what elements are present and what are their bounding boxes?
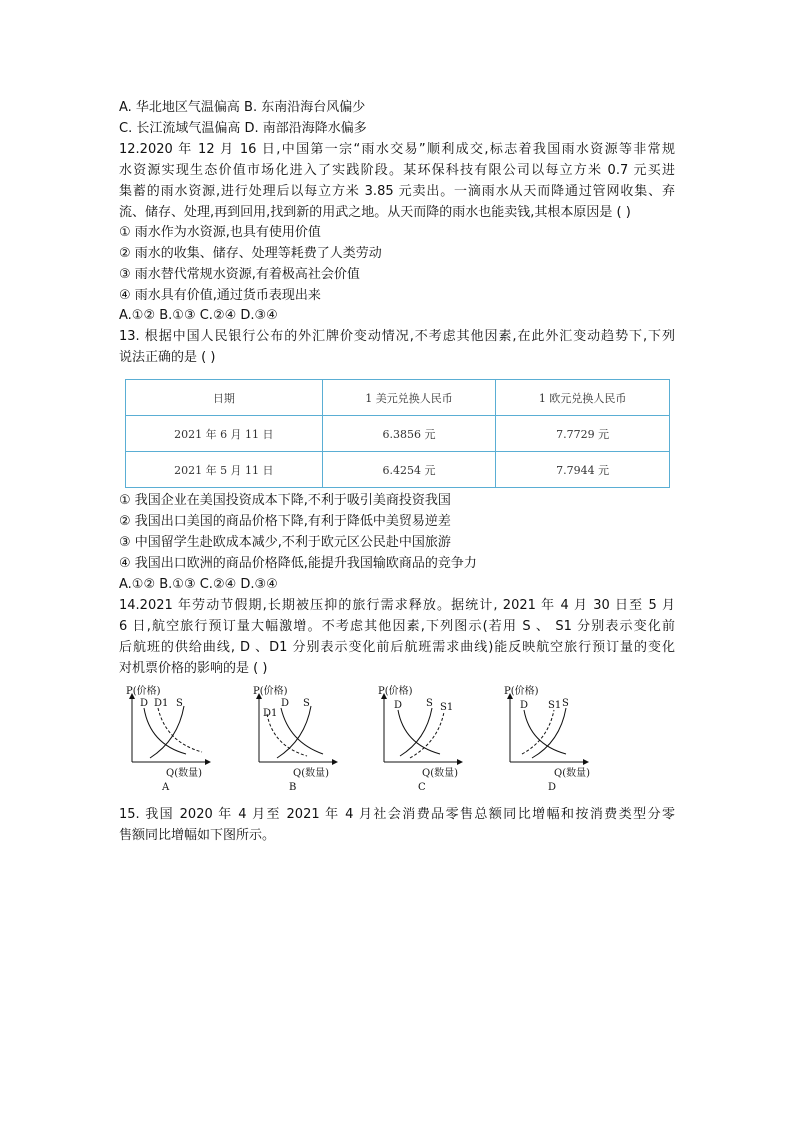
y-axis-label: P(价格): [378, 686, 413, 697]
table-cell: 6.4254 元: [322, 452, 496, 488]
q13-stem-line-1: 13. 根据中国人民银行公布的外汇牌价变动情况,不考虑其他因素,在此外汇变动趋势下,下列: [119, 329, 675, 344]
supply-demand-graph-a: [126, 684, 246, 794]
x-axis-label: Q(数量): [422, 768, 459, 779]
q14-stem-line-2: 6 日,航空旅行预订量大幅激增。不考虑其他因素,下列图示(若用 S 、 S1 分别表示变化前: [119, 619, 675, 634]
demand-curve-d1: [267, 714, 307, 756]
table-header-cell: 1 欧元兑换人民币: [496, 380, 670, 416]
demand-curve-d: [524, 710, 566, 754]
curve-label: S: [562, 698, 569, 709]
graph-letter: A: [162, 782, 170, 793]
table-row: [126, 416, 670, 452]
q12-stem-line-1: 12.2020 年 12 月 16 日,中国第一宗“雨水交易”顺利成交,标志着我国雨水资源等非常规: [119, 142, 675, 157]
graph-letter: C: [418, 782, 426, 793]
table-header-row: [126, 380, 670, 416]
q11-options-row-1: A. 华北地区气温偏高 B. 东南沿海台风偏少: [119, 100, 366, 115]
table-cell: 7.7944 元: [496, 452, 670, 488]
graph-letter: D: [548, 782, 557, 793]
demand-curve-d: [398, 710, 440, 754]
q12-stem-line-2: 水资源实现生态价值市场化进入了实践阶段。某环保科技有限公司以每立方米 0.7 元买进: [119, 163, 675, 178]
q14-stem-line-1: 14.2021 年劳动节假期,长期被压抑的旅行需求释放。据统计, 2021 年 4 月 30 日至 5 月: [119, 598, 675, 613]
x-axis-label: Q(数量): [166, 768, 203, 779]
q15-stem-line-2: 售额同比增幅如下图所示。: [119, 828, 276, 843]
q13-stem-line-2: 说法正确的是 ( ): [119, 350, 216, 365]
curve-label: D: [281, 698, 290, 709]
curve-label: D: [394, 700, 403, 711]
supply-curve-s1: [410, 712, 444, 758]
q15-stem-line-1: 15. 我国 2020 年 4 月至 2021 年 4 月社会消费品零售总额同比增幅和按消费类型分零: [119, 807, 675, 822]
table-cell: 7.7729 元: [496, 416, 670, 452]
q12-stem-line-4: 流、储存、处理,再到回用,找到新的用武之地。从天而降的雨水也能卖钱,其根本原因是 ( ): [119, 205, 631, 220]
q13-item-2: ② 我国出口美国的商品价格下降,有利于降低中美贸易逆差: [119, 514, 451, 529]
curve-label: S: [426, 698, 433, 709]
graph-letter: B: [289, 782, 297, 793]
q12-item-2: ② 雨水的收集、储存、处理等耗费了人类劳动: [119, 246, 382, 261]
table-cell: 2021 年 5 月 11 日: [126, 452, 323, 488]
x-axis-label: Q(数量): [554, 768, 591, 779]
q14-stem-line-3: 后航班的供给曲线, D 、D1 分别表示变化前后航班需求曲线)能反映航空旅行预订量的变化: [119, 640, 675, 655]
curve-label: D1: [154, 698, 169, 709]
table-header-cell: 1 美元兑换人民币: [322, 380, 496, 416]
curve-label: D1: [263, 708, 278, 719]
table-cell: 6.3856 元: [322, 416, 496, 452]
q12-choices: A.①② B.①③ C.②④ D.③④: [119, 308, 278, 323]
y-axis-label: P(价格): [126, 686, 161, 697]
q12-item-1: ① 雨水作为水资源,也具有使用价值: [119, 225, 321, 240]
q14-stem-line-4: 对机票价格的影响的是 ( ): [119, 661, 268, 676]
supply-demand-graph-c: [378, 684, 498, 794]
exchange-rate-table: [125, 379, 670, 488]
y-axis-label: P(价格): [253, 686, 288, 697]
supply-curve-s: [150, 706, 184, 758]
supply-demand-graph-d: [504, 684, 624, 794]
demand-curve-d: [144, 708, 186, 754]
table-cell: 2021 年 6 月 11 日: [126, 416, 323, 452]
table-row: [126, 452, 670, 488]
curve-label: S: [303, 698, 310, 709]
q13-item-1: ① 我国企业在美国投资成本下降,不利于吸引美商投资我国: [119, 493, 451, 508]
q13-item-4: ④ 我国出口欧洲的商品价格降低,能提升我国输欧商品的竞争力: [119, 556, 477, 571]
supply-curve-s: [532, 708, 566, 758]
q13-choices: A.①② B.①③ C.②④ D.③④: [119, 577, 278, 592]
y-axis-label: P(价格): [504, 686, 539, 697]
q12-item-3: ③ 雨水替代常规水资源,有着极高社会价值: [119, 267, 360, 282]
table-header-cell: 日期: [126, 380, 323, 416]
q12-stem-line-3: 集蓄的雨水资源,进行处理后以每立方米 3.85 元卖出。一滴雨水从天而降通过管网收集、弃: [119, 184, 675, 199]
curve-label: S1: [440, 702, 454, 713]
curve-label: S: [176, 698, 183, 709]
curve-label: D: [520, 700, 529, 711]
q12-item-4: ④ 雨水具有价值,通过货币表现出来: [119, 288, 321, 303]
x-axis-label: Q(数量): [293, 768, 330, 779]
supply-demand-graph-b: [253, 684, 373, 794]
q11-options-row-2: C. 长江流域气温偏高 D. 南部沿海降水偏多: [119, 121, 367, 136]
curve-label: D: [140, 698, 149, 709]
q13-item-3: ③ 中国留学生赴欧成本减少,不利于欧元区公民赴中国旅游: [119, 535, 451, 550]
curve-label: S1: [548, 700, 562, 711]
